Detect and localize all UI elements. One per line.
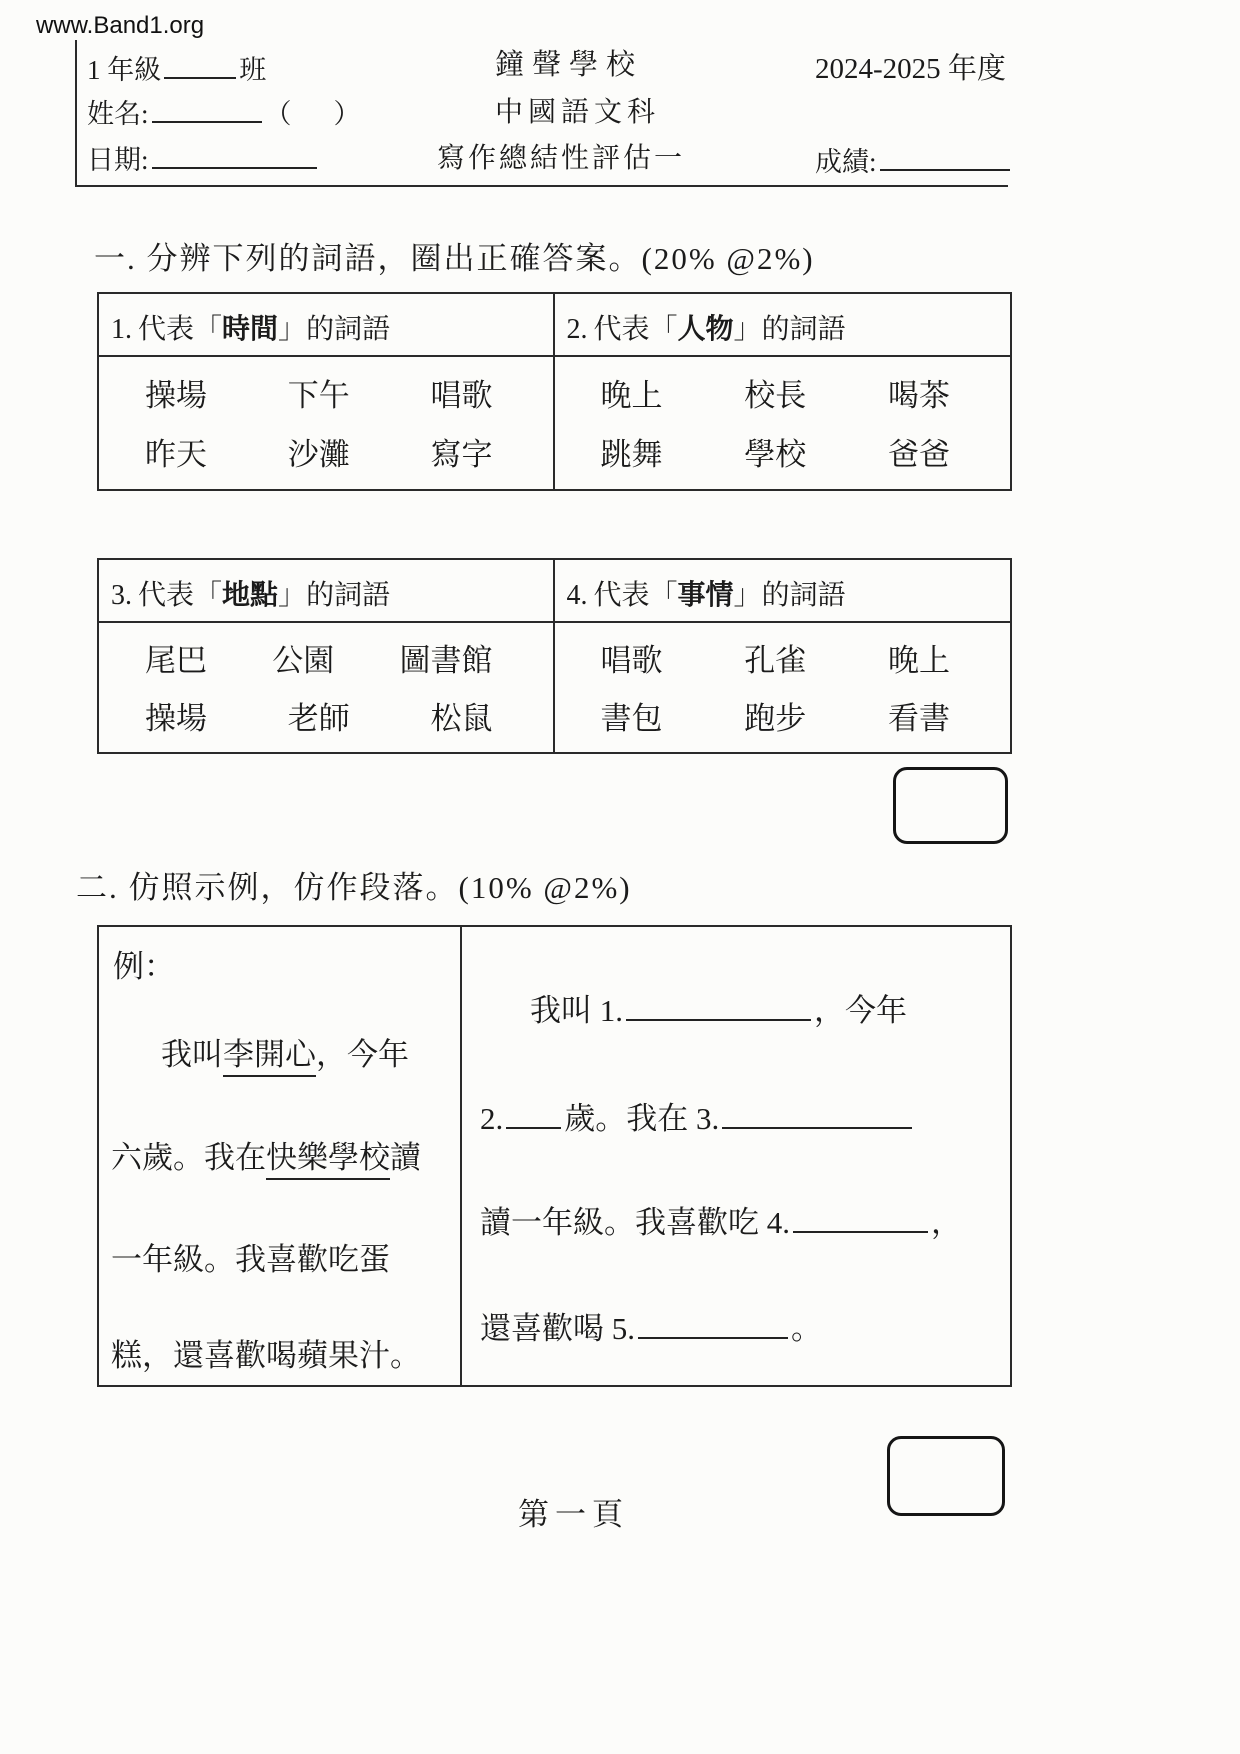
example-line-2 [111, 1132, 421, 1177]
fill-blank-4 [793, 1203, 928, 1233]
word-item: 校長 [744, 378, 807, 413]
fill-text: 。 [791, 1311, 822, 1346]
word-item: 喝茶 [888, 378, 950, 413]
bracket-close: 」 [278, 314, 307, 345]
name-label: 姓名: [87, 99, 149, 129]
example-label: 例： [113, 949, 175, 984]
section-two-title: 二. 仿照示例，仿作段落。(10% @2%) [76, 870, 632, 905]
paren-close: ） [333, 99, 361, 129]
word-row [601, 635, 951, 680]
word-item: 晚上 [600, 378, 663, 413]
paren-open: （ [264, 99, 292, 129]
word-item: 學校 [744, 437, 807, 472]
word-grid [555, 357, 1011, 489]
word-item: 尾巴 [145, 643, 207, 679]
example-text: 我叫 [161, 1037, 223, 1072]
question-cell-3 [99, 560, 555, 752]
question-cell-4 [555, 560, 1011, 752]
fill-text: 歲。我在 3. [564, 1101, 720, 1136]
underlined-school: 快樂學校 [266, 1140, 390, 1180]
keyword: 事情 [677, 580, 734, 611]
fill-text: 2. [480, 1101, 504, 1136]
section-one-title: 一. 分辨下列的詞語，圈出正確答案。(20% @2%) [94, 241, 815, 276]
word-row [601, 429, 951, 474]
keyword: 人物 [677, 314, 734, 345]
fill-blank-3 [722, 1099, 912, 1129]
word-item: 操場 [145, 378, 207, 413]
fill-blank-5 [638, 1309, 788, 1339]
example-cell [99, 927, 462, 1385]
word-item: 昨天 [145, 437, 207, 472]
fill-text: 讀一年級。我喜歡吃 4. [480, 1205, 790, 1240]
example-line-3: 一年級。我喜歡吃蛋 [111, 1242, 390, 1277]
question-cell-1 [99, 294, 555, 489]
label-post: 的詞語 [761, 580, 846, 611]
word-item: 操場 [145, 700, 207, 736]
name-blank [152, 93, 262, 123]
keyword: 地點 [222, 580, 279, 611]
example-text: 讀 [390, 1140, 421, 1175]
word-row [601, 693, 951, 738]
word-row [145, 429, 493, 474]
question-header-1 [99, 294, 553, 357]
word-row [145, 693, 493, 738]
date-label: 日期: [87, 145, 149, 175]
word-grid [99, 357, 553, 489]
assessment-title: 寫作總結性評估一 [437, 143, 686, 174]
word-grid [99, 623, 553, 752]
word-item: 老師 [287, 700, 350, 736]
subject-name: 中國語文科 [495, 97, 661, 128]
underlined-name: 李開心 [223, 1037, 316, 1077]
question-number: 1. [111, 314, 132, 345]
score-box-2 [887, 1436, 1005, 1516]
score-box-1 [893, 767, 1008, 844]
name-line [87, 92, 361, 131]
bracket-close: 」 [733, 580, 762, 611]
word-item: 跑步 [744, 700, 807, 736]
fill-blank-1 [626, 991, 811, 1021]
word-item: 公園 [272, 643, 335, 679]
question-number: 4. [566, 580, 588, 611]
word-item: 書包 [600, 700, 663, 736]
word-row [145, 370, 493, 415]
word-item: 唱歌 [600, 643, 663, 679]
bracket-open: 「 [649, 580, 678, 611]
word-item: 松鼠 [430, 700, 493, 736]
word-item: 晚上 [888, 643, 950, 679]
example-line-1 [161, 1029, 409, 1074]
bracket-open: 「 [649, 314, 678, 345]
label-pre: 代表 [138, 580, 195, 611]
word-item: 看書 [888, 700, 950, 736]
grade-line [87, 48, 266, 87]
bracket-close: 」 [733, 314, 762, 345]
fill-text: 還喜歡喝 5. [480, 1311, 635, 1346]
keyword: 時間 [222, 314, 279, 345]
word-item: 沙灘 [287, 437, 350, 472]
class-label: 班 [239, 55, 267, 85]
bracket-close: 」 [278, 580, 307, 611]
fill-text: ， [931, 1205, 962, 1240]
word-item: 圖書館 [399, 643, 493, 679]
score-line [815, 140, 1013, 179]
question-cell-2 [555, 294, 1011, 489]
question-number: 3. [111, 580, 132, 611]
example-table [97, 925, 1012, 1387]
question-number: 2. [566, 314, 588, 345]
fill-in-cell [462, 927, 1010, 1385]
example-text: ，今年 [316, 1037, 409, 1072]
header [75, 40, 1008, 187]
score-blank [880, 141, 1010, 171]
word-row [601, 370, 951, 415]
date-blank [152, 139, 317, 169]
grade-label: 1 年級 [87, 55, 162, 85]
fill-blank-2 [506, 1099, 561, 1129]
question-header-3 [99, 560, 553, 623]
word-item: 爸爸 [888, 437, 950, 472]
school-year: 2024-2025 年度 [815, 53, 1006, 85]
question-header-2 [555, 294, 1011, 357]
word-item: 下午 [287, 378, 350, 413]
fill-line-3 [480, 1197, 962, 1242]
bracket-open: 「 [194, 580, 223, 611]
score-label: 成績: [815, 147, 877, 177]
word-item: 跳舞 [600, 437, 663, 472]
word-item: 唱歌 [430, 378, 493, 413]
school-name: 鐘聲學校 [495, 49, 644, 81]
label-pre: 代表 [593, 314, 650, 345]
example-text: 六歲。我在 [111, 1140, 266, 1175]
watermark: www.Band1.org [36, 12, 205, 39]
word-item: 孔雀 [744, 643, 807, 679]
fill-text: ，今年 [814, 993, 907, 1028]
fill-line-4 [480, 1303, 822, 1348]
label-pre: 代表 [593, 580, 650, 611]
label-pre: 代表 [138, 314, 195, 345]
word-item: 寫字 [430, 437, 493, 472]
fill-line-1 [530, 985, 907, 1030]
label-post: 的詞語 [761, 314, 846, 345]
date-line [87, 138, 320, 177]
fill-line-2 [480, 1093, 915, 1138]
word-grid [555, 623, 1011, 752]
label-post: 的詞語 [306, 314, 391, 345]
question-table-1 [97, 292, 1012, 491]
question-table-2 [97, 558, 1012, 754]
word-row [145, 635, 493, 680]
label-post: 的詞語 [306, 580, 391, 611]
example-line-4: 糕，還喜歡喝蘋果汁。 [111, 1338, 421, 1373]
question-header-4 [555, 560, 1011, 623]
page-number: 第一頁 [518, 1497, 629, 1532]
class-blank [164, 49, 236, 79]
fill-text: 我叫 1. [530, 993, 623, 1028]
bracket-open: 「 [194, 314, 223, 345]
